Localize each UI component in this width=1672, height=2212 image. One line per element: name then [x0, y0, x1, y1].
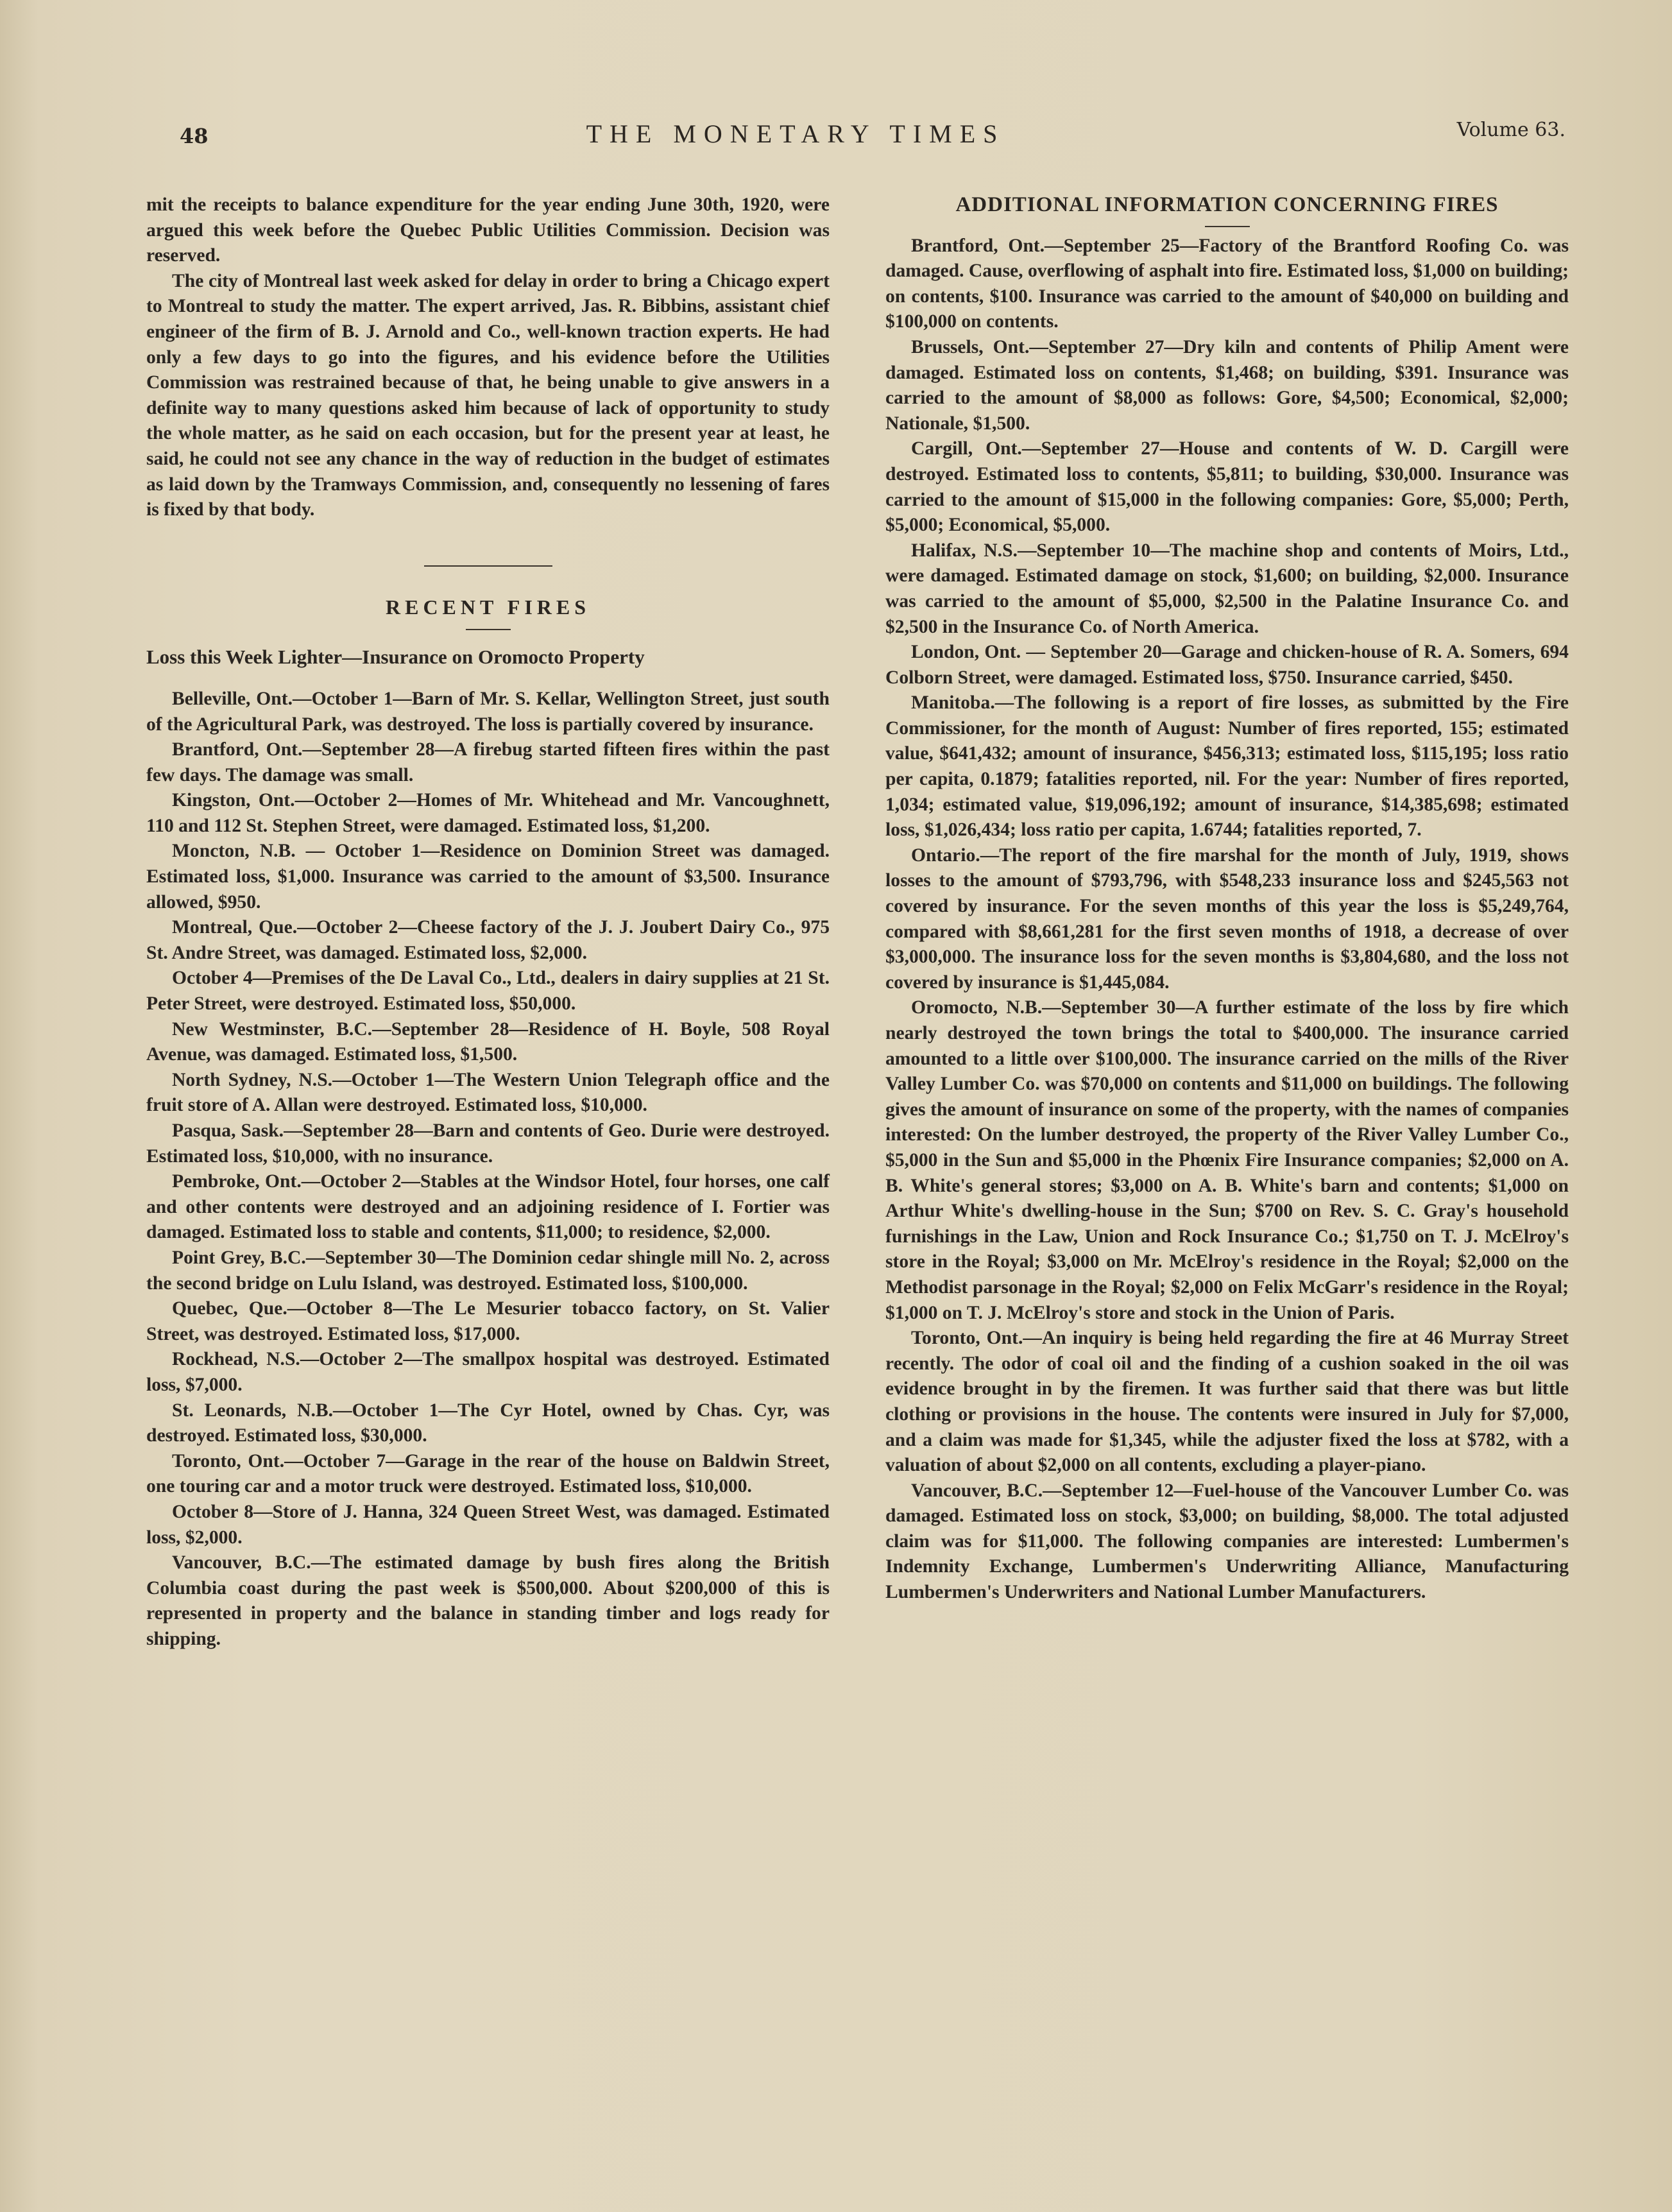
- fire-entry-text: —The estimated damage by bush fires along the British Columbia coast during the past week is $500,000. About $200,000 of this is represented in property and the balance in standing timber and logs ready for shipping.: [146, 1552, 830, 1649]
- fire-entry-text: —An inquiry is being held regarding the fire at 46 Murray Street recently. The odor of coal oil and the finding of a cushion soaked in the oil was evidence brought in by the firemen. It was further said that there was but little clothing or provisions in the house. The contents were insured in July for $7,000, and a claim was made for $1,345, while the adjuster fixed the loss at $782, with a valuation of about $2,000 on all contents, excluding a player-piano.: [885, 1328, 1569, 1476]
- fire-entry-place: Toronto, Ont.: [911, 1328, 1023, 1349]
- fire-entry: [885, 1326, 1569, 1479]
- fire-entry: [146, 1169, 830, 1246]
- fire-entry-place: Brussels, Ont.: [911, 336, 1030, 357]
- fire-entry-place: North Sydney, N.S.: [172, 1069, 333, 1090]
- fire-entry-text: — October 1—Residence on Dominion Street was damaged. Estimated loss, $1,000. Insurance was carried to the amount of $3,500. Insurance allowed, $950.: [146, 841, 830, 913]
- fire-entry: [146, 1119, 830, 1169]
- fire-entry-place: Kingston, Ont.: [172, 790, 295, 811]
- fire-entry-place: Halifax, N.S.: [911, 540, 1018, 561]
- intro-paragraph: The city of Montreal last week asked for delay in order to bring a Chicago expert to Montreal to study the matter. The expert arrived, Jas. R. Bibbins, assistant chief engineer of the firm of B. J. Arnold and Co., well-known traction experts. He had only a few days to go into the figures, and his evidence before the Utilities Commission was restrained because of that, he being unable to give answers in a definite way to many questions asked him because of lack of opportunity to study the whole matter, as he said on each occasion, but for the present year at least, he said, he could not see any chance in the way of reduction in the budget of estimates as laid down by the Tramways Commission, and, consequently no lessening of fares is fixed by that body.: [146, 270, 830, 520]
- fire-entry-text: —October 1—The Western Union Telegraph office and the fruit store of A. Allan were destroyed. Estimated loss, $10,000.: [146, 1069, 830, 1116]
- fire-entry: [146, 737, 830, 788]
- recent-fires-subhead: Loss this Week Lighter—Insurance on Oromocto Property: [146, 646, 645, 669]
- fire-entry-place: St. Leonards, N.B.: [172, 1400, 334, 1421]
- right-column: [885, 193, 1569, 1606]
- fire-entry: [885, 690, 1569, 843]
- fire-entry: [146, 966, 830, 1016]
- fire-entry: [146, 1296, 830, 1347]
- fire-entry-text: —October 1—Barn of Mr. S. Kellar, Wellington Street, just south of the Agricultural Park, was destroyed. The loss is partially covered by insurance.: [146, 688, 830, 735]
- title-underline: [1205, 226, 1250, 227]
- fire-entry-text: October 8—Store of J. Hanna, 324 Queen Street West, was damaged. Estimated loss, $2,000.: [146, 1501, 830, 1548]
- fire-entry-place: Quebec, Que.: [172, 1298, 287, 1319]
- fire-entry-text: —September 28—A firebug started fifteen fires within the past few days. The damage was small.: [146, 739, 830, 785]
- fire-entry-text: —September 28—Residence of H. Boyle, 508 Royal Avenue, was damaged. Estimated loss, $1,500.: [146, 1018, 830, 1065]
- fire-entry-place: London, Ont.: [911, 642, 1021, 663]
- additional-info-title: ADDITIONAL INFORMATION CONCERNING FIRES: [955, 193, 1499, 216]
- fire-entry-text: October 4—Premises of the De Laval Co., Ltd., dealers in dairy supplies at 21 St. Peter Street, were destroyed. Estimated loss, $50,000.: [146, 968, 830, 1015]
- fire-entry-text: —The report of the fire marshal for the month of July, 1919, shows losses to the amount of $793,796, with $548,233 insurance loss and $245,563 not covered by insurance. For the seven months of this year the loss is $5,249,764, compared with $8,661,281 for the first seven months of 1918, a decrease of over $3,000,000. The insurance loss for the seven months is $3,804,680, and the loss not covered by insurance is $1,445,084.: [885, 845, 1569, 993]
- fire-entry-text: —September 25—Factory of the Brantford Roofing Co. was damaged. Cause, overflowing of asphalt into fire. Estimated loss, $1,000 on building; on contents, $100. Insurance was carried to the amount of $40,000 on building and $100,000 on contents.: [885, 235, 1569, 332]
- fire-entry: [146, 1500, 830, 1550]
- fire-entry: [146, 1347, 830, 1398]
- section-divider: [424, 565, 552, 567]
- fire-entry: [885, 234, 1569, 335]
- fire-entry-place: Cargill, Ont.: [911, 438, 1022, 459]
- fire-entry-place: Point Grey, B.C.: [172, 1247, 306, 1268]
- fire-entry-text: —September 30—A further estimate of the loss by fire which nearly destroyed the town brings the total to $400,000. The insurance carried amounted to a little over $100,000. The insurance carried on the mills of the River Valley Lumber Co. was $70,000 on contents and $11,000 on buildings. The following gives the amount of insurance on some of the property, with the names of companies interested: On the lumber destroyed, the property of the River Valley Lumber Co., $5,000 in the Sun and $5,000 in the Phœnix Fire Insurance companies; $2,000 on A. B. White's general stores; $3,000 on A. B. White's barn and contents; $1,000 on Arthur White's dwelling-house in the Sun; $700 on Rev. S. C. Gray's household furnishings in the Law, Union and Rock Insurance Co.; $1,750 on T. J. McElroy's store in the Royal; $3,000 on Mr. McElroy's residence in the Royal; $2,000 on the Methodist parsonage in the Royal; $2,000 on Felix McGarr's residence in the Royal; $1,000 on T. J. McElroy's store and stock in the Union of Paris.: [885, 997, 1569, 1323]
- fire-entry-text: —October 7—Garage in the rear of the house on Baldwin Street, one touring car and a motor truck were destroyed. Estimated loss, $10,000.: [146, 1450, 830, 1497]
- fire-entry-place: Manitoba.: [911, 692, 995, 714]
- fire-entry-text: —September 30—The Dominion cedar shingle mill No. 2, across the second bridge on Lulu Island, was destroyed. Estimated loss, $100,000.: [146, 1247, 830, 1294]
- fire-entry-text: —September 12—Fuel-house of the Vancouver Lumber Co. was damaged. Estimated loss on stock, $3,000; on building, $8,000. The total adjusted claim was for $11,000. The following companies are interested: Lumbermen's Indemnity Exchange, Lumbermen's Underwriting Alliance, Manufacturing Lumbermen's Underwriters and National Lumber Manufacturers.: [885, 1480, 1569, 1603]
- fire-entry: [146, 1449, 830, 1500]
- fire-entry: [146, 1017, 830, 1068]
- page-header: [180, 119, 1565, 157]
- fire-entry-place: Ontario.: [911, 845, 980, 866]
- fire-entry: [146, 1398, 830, 1449]
- additional-info-list: [885, 234, 1569, 1606]
- left-column: [146, 193, 830, 1652]
- fire-entry: [885, 335, 1569, 436]
- fire-entry: [885, 538, 1569, 640]
- fire-entry-place: Montreal, Que.: [172, 917, 298, 938]
- fire-entry: [146, 1246, 830, 1296]
- fire-entry: [146, 915, 830, 966]
- journal-title: THE MONETARY TIMES: [586, 119, 1005, 148]
- fire-entry: [885, 843, 1569, 996]
- fire-entry-place: Brantford, Ont.: [911, 235, 1045, 256]
- fire-entry-place: Pembroke, Ont.: [172, 1171, 302, 1192]
- fire-entry-text: —October 2—Cheese factory of the J. J. Joubert Dairy Co., 975 St. Andre Street, was damaged. Estimated loss, $2,000.: [146, 917, 830, 963]
- fire-entry-place: Pasqua, Sask.: [172, 1120, 284, 1141]
- fire-entry-text: — September 20—Garage and chicken-house of R. A. Somers, 694 Colborn Street, were damaged. Estimated loss, $750. Insurance carried, $450.: [885, 642, 1569, 688]
- fire-entry: [146, 839, 830, 915]
- title-underline: [466, 629, 511, 630]
- fire-entry-place: New Westminster, B.C.: [172, 1018, 373, 1040]
- page-number: 48: [180, 124, 209, 148]
- recent-fires-list: [146, 687, 830, 1652]
- fire-entry-place: Belleville, Ont.: [172, 688, 293, 709]
- fire-entry: [146, 1068, 830, 1119]
- fire-entry-text: —The following is a report of fire losses, as submitted by the Fire Commissioner, for the month of August: Number of fires reported, 155; estimated value, $641,432; amount of insurance, $456,313; estimated loss, $115,195; loss ratio per capita, 0.1879; fatalities reported, nil. For the year: Number of fires reported, 1,034; estimated value, $19,096,192; amount of insurance, $14,385,698; estimated loss, $1,026,434; loss ratio per capita, 1.6744; fatalities reported, 7.: [885, 692, 1569, 841]
- fire-entry: [146, 687, 830, 737]
- fire-entry: [146, 1550, 830, 1652]
- fire-entry-text: —October 2—The smallpox hospital was destroyed. Estimated loss, $7,000.: [146, 1349, 830, 1395]
- fire-entry-place: Vancouver, B.C.: [911, 1480, 1043, 1501]
- fire-entry: [885, 995, 1569, 1326]
- fire-entry-place: Brantford, Ont.: [172, 739, 303, 760]
- fire-entry: [885, 1479, 1569, 1606]
- fire-entry-text: —October 2—Stables at the Windsor Hotel, four horses, one calf and other contents were destroyed and an adjoining residence of I. Fortier was damaged. Estimated loss to stable and contents, $11,000; to residence, $2,000.: [146, 1171, 830, 1243]
- fire-entry: [885, 436, 1569, 538]
- intro-paragraph: mit the receipts to balance expenditure for the year ending June 30th, 1920, were argued this week before the Quebec Public Utilities Commission. Decision was reserved.: [146, 194, 830, 266]
- fire-entry-place: Moncton, N.B.: [172, 841, 296, 862]
- fire-entry-place: Oromocto, N.B.: [911, 997, 1043, 1018]
- fire-entry-text: —September 27—House and contents of W. D. Cargill were destroyed. Estimated loss to contents, $5,811; to building, $30,000. Insurance was carried to the amount of $15,000 in the following companies: Gore, $5,000; Perth, $5,000; Economical, $5,000.: [885, 438, 1569, 536]
- fire-entry-text: —October 8—The Le Mesurier tobacco factory, on St. Valier Street, was destroyed. Estimated loss, $17,000.: [146, 1298, 830, 1344]
- fire-entry: [885, 640, 1569, 690]
- fire-entry-text: —October 2—Homes of Mr. Whitehead and Mr. Vancoughnett, 110 and 112 St. Stephen Street, were damaged. Estimated loss, $1,200.: [146, 790, 830, 836]
- fire-entry: [146, 788, 830, 839]
- fire-entry-text: —September 27—Dry kiln and contents of Philip Ament were damaged. Estimated loss on contents, $1,468; on building, $391. Insurance was carried to the amount of $8,000 as follows: Gore, $4,500; Economical, $2,000; Nationale, $1,500.: [885, 336, 1569, 434]
- fire-entry-place: Toronto, Ont.: [172, 1450, 285, 1471]
- fire-entry-text: —October 1—The Cyr Hotel, owned by Chas. Cyr, was destroyed. Estimated loss, $30,000.: [146, 1400, 830, 1446]
- fire-entry-place: Vancouver, B.C.: [172, 1552, 311, 1573]
- fire-entry-text: —September 28—Barn and contents of Geo. Durie were destroyed. Estimated loss, $10,000, with no insurance.: [146, 1120, 830, 1167]
- recent-fires-title: RECENT FIRES: [385, 595, 591, 619]
- fire-entry-place: Rockhead, N.S.: [172, 1349, 300, 1370]
- fire-entry-text: —September 10—The machine shop and contents of Moirs, Ltd., were damaged. Estimated damage on stock, $1,600; on building, $2,000. Insurance was carried to the amount of $5,000, $2,500 in the Palatine Insurance Co. and $2,500 in the Insurance Co. of North America.: [885, 540, 1569, 637]
- volume-label: Volume 63.: [1456, 119, 1565, 141]
